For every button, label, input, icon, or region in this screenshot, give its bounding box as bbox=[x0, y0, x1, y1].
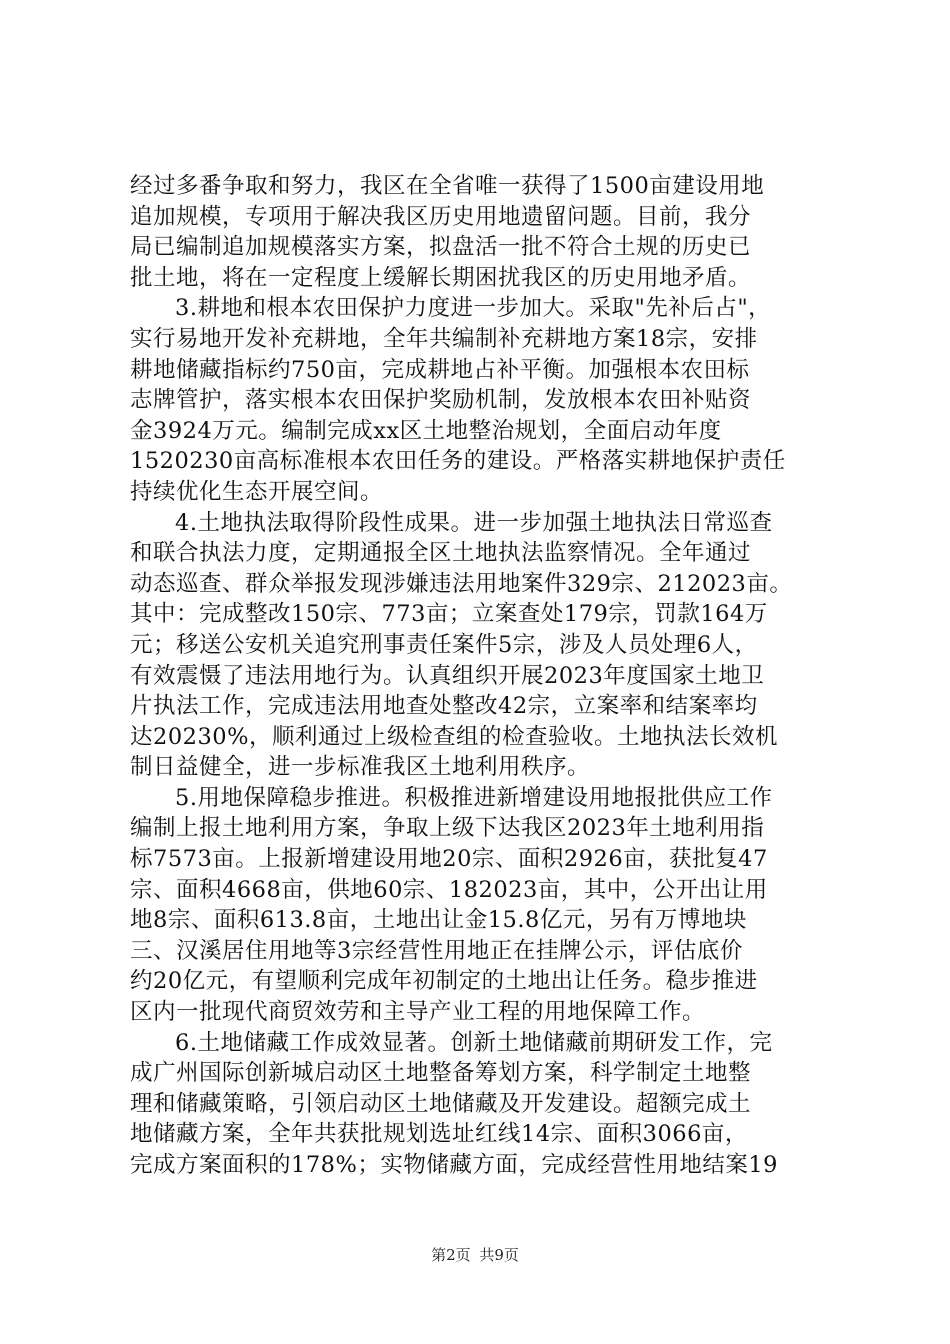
text-line: 约20亿元，有望顺利完成年初制定的土地出让任务。稳步推进 bbox=[130, 968, 758, 995]
text-line: 三、汉溪居住用地等3宗经营性用地正在挂牌公示，评估底价 bbox=[130, 937, 743, 964]
text-line: 编制上报土地利用方案，争取上级下达我区2023年土地利用指 bbox=[130, 815, 765, 842]
text-line: 追加规模，专项用于解决我区历史用地遗留问题。目前，我分 bbox=[130, 203, 752, 230]
text-line: 金3924万元。编制完成xx区土地整治规划，全面启动年度 bbox=[130, 417, 722, 444]
text-line: 5.用地保障稳步推进。积极推进新增建设用地报批供应工作 bbox=[175, 784, 773, 811]
text-line: 批土地，将在一定程度上缓解长期困扰我区的历史用地矛盾。 bbox=[130, 264, 752, 291]
text-line: 制日益健全，进一步标准我区土地利用秩序。 bbox=[130, 754, 591, 781]
text-line: 标7573亩。上报新增建设用地20宗、面积2926亩，获批复47 bbox=[130, 846, 768, 873]
text-line: 志牌管护，落实根本农田保护奖励机制，发放根本农田补贴资 bbox=[130, 387, 752, 414]
text-line: 6.土地储藏工作成效显著。创新土地储藏前期研发工作，完 bbox=[175, 1029, 773, 1056]
text-line: 和联合执法力度，定期通报全区土地执法监察情况。全年通过 bbox=[130, 540, 752, 567]
text-line: 区内一批现代商贸效劳和主导产业工程的用地保障工作。 bbox=[130, 999, 706, 1026]
text-line: 实行易地开发补充耕地，全年共编制补充耕地方案18宗，安排 bbox=[130, 325, 758, 352]
text-line: 持续优化生态开展空间。 bbox=[130, 478, 384, 505]
text-line: 地储藏方案，全年共获批规划选址红线14宗、面积3066亩， bbox=[130, 1121, 748, 1148]
text-line: 3.耕地和根本农田保护力度进一步加大。采取"先补后占"， bbox=[175, 295, 772, 322]
page-number: 第2页 bbox=[431, 1246, 471, 1264]
text-line: 其中：完成整改150宗、773亩；立案查处179宗，罚款164万 bbox=[130, 601, 768, 628]
page-footer bbox=[0, 1244, 950, 1265]
text-line: 4.土地执法取得阶段性成果。进一步加强土地执法日常巡查 bbox=[175, 509, 773, 536]
text-line: 耕地储藏指标约750亩，完成耕地占补平衡。加强根本农田标 bbox=[130, 356, 750, 383]
text-line: 局已编制追加规模落实方案，拟盘活一批不符合土规的历史已 bbox=[130, 234, 752, 261]
text-line: 片执法工作，完成违法用地查处整改42宗，立案率和结案率均 bbox=[130, 693, 758, 720]
document-body bbox=[130, 171, 830, 1181]
text-line: 1520230亩高标准根本农田任务的建设。严格落实耕地保护责任 bbox=[130, 448, 786, 475]
text-line: 动态巡查、群众举报发现涉嫌违法用地案件329宗、212023亩。 bbox=[130, 570, 793, 597]
page-total: 共9页 bbox=[479, 1246, 519, 1264]
text-line: 有效震慑了违法用地行为。认真组织开展2023年度国家土地卫 bbox=[130, 662, 765, 689]
text-line: 经过多番争取和努力，我区在全省唯一获得了1500亩建设用地 bbox=[130, 173, 765, 199]
text-line: 完成方案面积的178%；实物储藏方面，完成经营性用地结案19 bbox=[130, 1152, 778, 1178]
text-line: 地8宗、面积613.8亩，土地出让金15.8亿元，另有万博地块 bbox=[130, 907, 747, 934]
text-line: 达20230%，顺利通过上级检查组的检查验收。土地执法长效机 bbox=[130, 723, 778, 750]
text-line: 理和储藏策略，引领启动区土地储藏及开发建设。超额完成土 bbox=[130, 1090, 752, 1117]
text-line: 宗、面积4668亩，供地60宗、182023亩，其中，公开出让用 bbox=[130, 876, 768, 903]
text-line: 成广州国际创新城启动区土地整备筹划方案，科学制定土地整 bbox=[130, 1060, 752, 1087]
text-line: 元；移送公安机关追究刑事责任案件5宗，涉及人员处理6人， bbox=[130, 631, 758, 658]
